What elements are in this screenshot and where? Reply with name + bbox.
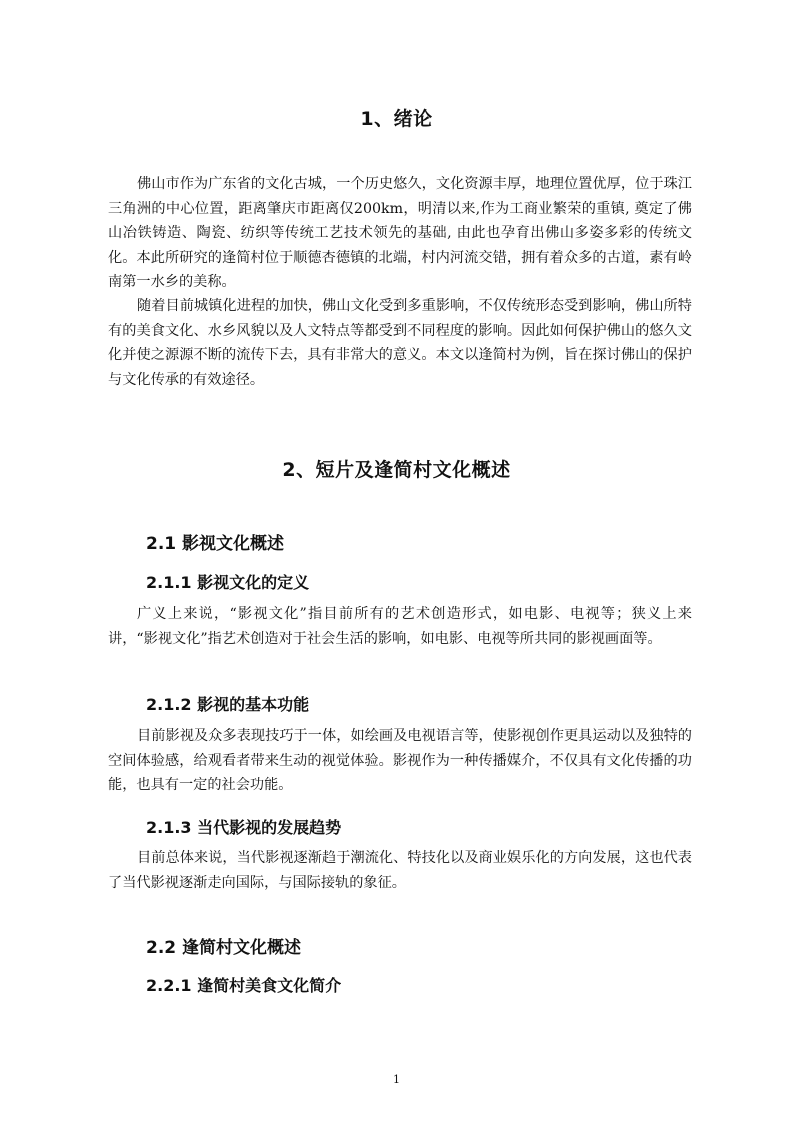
intro-paragraph-1: 佛山市作为广东省的文化古城，一个历史悠久，文化资源丰厚，地理位置优厚，位于珠江三角洲的中心位置，距离肇庆市距离仅200km，明清以来,作为工商业繁荣的重镇, 奠定了佛山冶铁铸造、陶瓷、纺织等传统工艺技术领先的基础, 由此也孕育出佛山多姿多彩的传统文化。本此所研究的逢简村位于顺德杏德镇的北端，村内河流交错，拥有着众多的古道，素有岭南第一水乡的美称。 [108, 176, 692, 290]
subsection-2-1-2-heading: 2.1.2 影视的基本功能 [146, 695, 310, 714]
subsection-2-2-heading: 2.2 逢简村文化概述 [146, 938, 302, 958]
intro-paragraph-2: 随着目前城镇化进程的加快，佛山文化受到多重影响，不仅传统形态受到影响，佛山所特有的美食文化、水乡风貌以及人文特点等都受到不同程度的影响。因此如何保护佛山的悠久文化并使之源源不断的流传下去，具有非常大的意义。本文以逢简村为例，旨在探讨佛山的保护与文化传承的有效途径。 [108, 298, 692, 388]
section-2-heading: 2、短片及逢简村文化概述 [282, 459, 511, 481]
subsection-2-2-1-heading: 2.2.1 逢简村美食文化简介 [146, 976, 342, 995]
subsection-2-1-3-heading: 2.1.3 当代影视的发展趋势 [146, 818, 342, 837]
subsection-2-1-1-heading: 2.1.1 影视文化的定义 [146, 573, 310, 592]
section-1-heading: 1、绪论 [360, 108, 433, 130]
subsection-2-1-1-text: 广义上来说，“影视文化”指目前所有的艺术创造形式，如电影、电视等；狭义上来讲，“影视文化”指艺术创造对于社会生活的影响，如电影、电视等所共同的影视画面等。 [108, 606, 692, 647]
subsection-2-1-2-text: 目前影视及众多表现技巧于一体，如绘画及电视语言等，使影视创作更具运动以及独特的空间体验感，给观看者带来生动的视觉体验。影视作为一种传播媒介，不仅具有文化传播的功能，也具有一定的社会功能。 [108, 728, 692, 793]
page-number: 1 [393, 1073, 400, 1086]
subsection-2-1-heading: 2.1 影视文化概述 [146, 534, 285, 554]
subsection-2-1-3-text: 目前总体来说，当代影视逐渐趋于潮流化、特技化以及商业娱乐化的方向发展，这也代表了当代影视逐渐走向国际，与国际接轨的象征。 [108, 850, 692, 891]
